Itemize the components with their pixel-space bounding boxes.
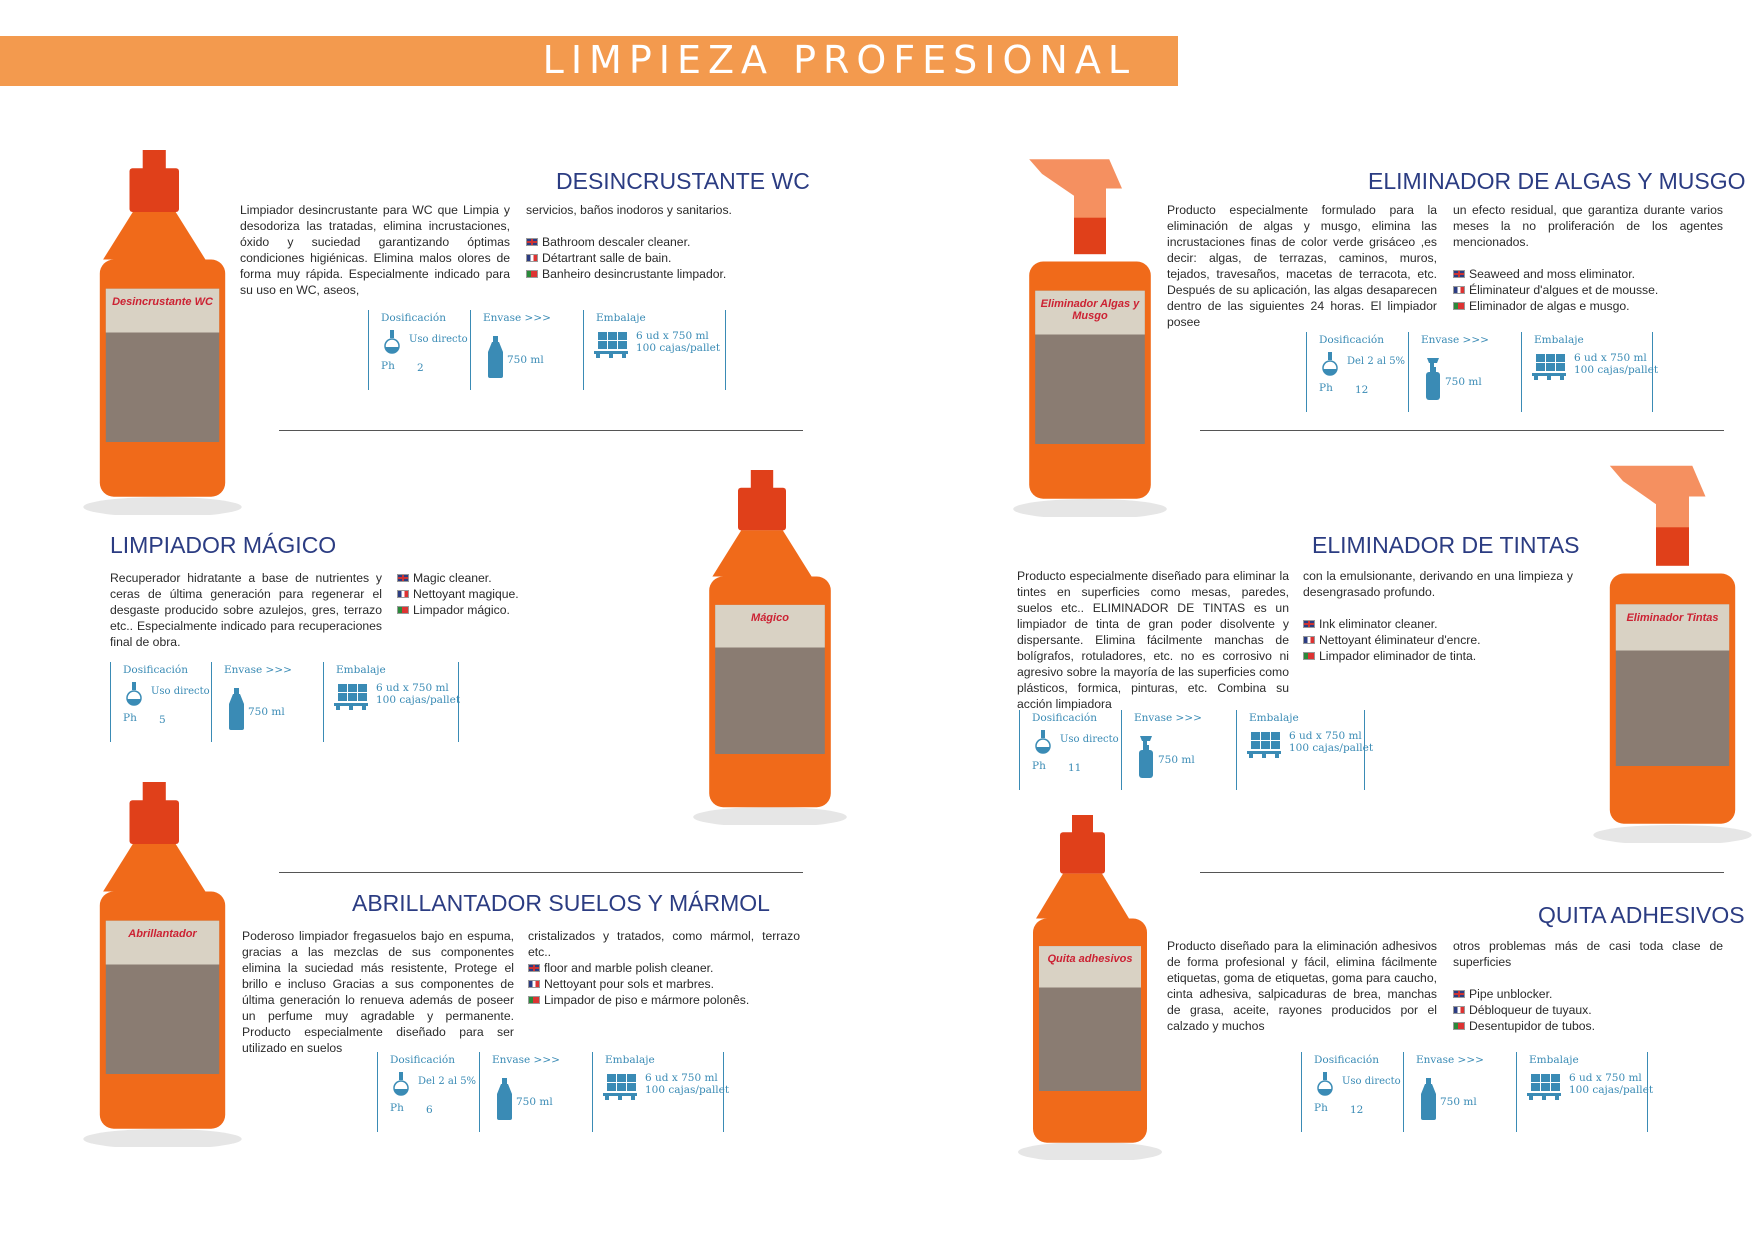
translation-text: Nettoyant éliminateur d'encre. <box>1319 633 1481 647</box>
translation-fr <box>526 250 726 266</box>
translation-text: Bathroom descaler cleaner. <box>542 235 691 249</box>
bottle-icon <box>226 686 248 730</box>
flag-fr-icon <box>1303 636 1315 644</box>
spec-envase <box>479 1052 593 1132</box>
flag-fr-icon <box>397 590 409 598</box>
spec-envase <box>1403 1052 1517 1132</box>
bottle-label-text: Eliminador Algas y Musgo <box>1040 298 1140 322</box>
pack-pallet: 100 cajas/pallet <box>645 1084 730 1096</box>
product-title: ABRILLANTADOR SUELOS Y MÁRMOL <box>352 890 770 916</box>
section-divider <box>279 872 803 873</box>
bottle-icon <box>485 334 507 378</box>
pack-units: 6 ud x 750 ml <box>1289 730 1362 742</box>
translation-text: Desentupidor de tubos. <box>1469 1019 1596 1033</box>
spec-header: Dosificación <box>390 1054 455 1066</box>
flag-fr-icon <box>526 254 538 262</box>
spec-header: Envase >>> <box>483 312 551 324</box>
translation-pt <box>526 266 726 282</box>
flag-uk-icon <box>1453 990 1465 998</box>
dose-value: Uso directo <box>1060 734 1119 745</box>
translation-fr <box>1303 632 1481 648</box>
spec-envase <box>470 310 584 390</box>
bottle-label-text: Mágico <box>751 612 789 624</box>
spec-header: Dosificación <box>381 312 446 324</box>
pack-value <box>1569 1072 1653 1096</box>
translation-pt <box>1453 1018 1595 1034</box>
product-description: Producto especialmente formulado para la eliminación de algas y musgo, elimina las incrustaciones finas de color verde grisáceo ,es decir: algas, de terrazas, caminos, muros, tejados, travesaños, macetas de terracota, etc. Después de su aplicación, las algas desaparecen dentro de las siguientes 24 horas. El limpiador posee <box>1167 203 1437 329</box>
translation-en <box>528 960 749 976</box>
spec-header: Embalaje <box>1529 1054 1579 1066</box>
pack-value <box>636 330 720 354</box>
translation-text: Nettoyant magique. <box>413 587 519 601</box>
ph-value: 6 <box>426 1104 433 1116</box>
translation-text: Détartrant salle de bain. <box>542 251 672 265</box>
ph-value: 12 <box>1355 384 1369 396</box>
volume-value: 750 ml <box>1158 754 1195 766</box>
translations <box>397 570 519 618</box>
spec-dosificacion <box>1301 1052 1404 1132</box>
product-title: ELIMINADOR DE ALGAS Y MUSGO <box>1368 168 1746 194</box>
flag-pt-icon <box>1303 652 1315 660</box>
pack-units: 6 ud x 750 ml <box>376 682 449 694</box>
flag-uk-icon <box>1303 620 1315 628</box>
translations <box>526 234 726 282</box>
pack-pallet: 100 cajas/pallet <box>1574 364 1659 376</box>
product-bottle-image <box>1015 815 1165 1165</box>
pack-pallet: 100 cajas/pallet <box>376 694 461 706</box>
dose-flask-icon <box>1316 1072 1334 1098</box>
spec-header: Dosificación <box>1032 712 1097 724</box>
spec-embalaje <box>592 1052 730 1132</box>
translation-text: Ink eliminator cleaner. <box>1319 617 1438 631</box>
product-bottle-image <box>1590 458 1754 848</box>
bottle-label-text: Desincrustante WC <box>112 296 213 308</box>
spec-header: Envase >>> <box>492 1054 560 1066</box>
dose-value: Uso directo <box>151 686 210 697</box>
translation-en <box>1453 986 1595 1002</box>
pack-value <box>376 682 460 706</box>
translation-text: Eliminador de algas e musgo. <box>1469 299 1630 313</box>
volume-value: 750 ml <box>1445 376 1482 388</box>
translation-text: Débloqueur de tuyaux. <box>1469 1003 1592 1017</box>
pallet-boxes-icon <box>594 330 630 358</box>
spec-header: Envase >>> <box>224 664 292 676</box>
dose-flask-icon <box>392 1072 410 1098</box>
spec-header: Dosificación <box>1319 334 1384 346</box>
product-description: Limpiador desincrustante para WC que Limpia y desodoriza las tratadas, elimina incrustaciones, óxido y suciedad garantizando óptimas condiciones higiénicas. Elimina malos olores de forma muy rápida. Especialmente indicado para su uso en WC, aseos, <box>240 203 510 297</box>
flag-pt-icon <box>526 270 538 278</box>
pallet-boxes-icon <box>1532 352 1568 380</box>
spec-envase <box>211 662 324 742</box>
translation-fr <box>1453 1002 1595 1018</box>
ph-label: Ph <box>1032 760 1046 772</box>
spec-header: Envase >>> <box>1416 1054 1484 1066</box>
pallet-boxes-icon <box>1527 1072 1563 1100</box>
ph-label: Ph <box>123 712 137 724</box>
translations <box>528 960 749 1008</box>
flag-uk-icon <box>1453 270 1465 278</box>
header-banner <box>0 36 1178 86</box>
translation-text: Limpador eliminador de tinta. <box>1319 649 1477 663</box>
spec-dosificacion <box>110 662 212 742</box>
translation-en <box>397 570 519 586</box>
translation-en <box>526 234 726 250</box>
product-title: QUITA ADHESIVOS <box>1538 902 1745 928</box>
bottle-icon <box>494 1076 516 1120</box>
translations <box>1453 986 1595 1034</box>
spec-embalaje <box>323 662 459 742</box>
product-description: Poderoso limpiador fregasuelos bajo en espuma, gracias a las mezclas de sus componentes elimina la suciedad más resistente, Protege el brillo e incluso Gracias a sus componentes de última generación lo renueva además de poseer un perfume muy agradable y permanente. Producto especialmente diseñado para ser utilizado en suelos <box>242 929 514 1055</box>
translation-pt <box>397 602 519 618</box>
flag-uk-icon <box>528 964 540 972</box>
spec-header: Dosificación <box>123 664 188 676</box>
spec-header: Embalaje <box>1534 334 1584 346</box>
bottle-label-text: Eliminador Tintas <box>1626 612 1719 624</box>
dose-value: Del 2 al 5% <box>1347 356 1406 367</box>
product-description-cont: un efecto residual, que garantiza durante varios meses la no proliferación de los agentes mencionados. <box>1453 203 1723 249</box>
bottle-icon <box>1418 1076 1440 1120</box>
volume-value: 750 ml <box>1440 1096 1477 1108</box>
bottle-label-text: Abrillantador <box>128 928 197 940</box>
translation-en <box>1453 266 1658 282</box>
volume-value: 750 ml <box>516 1096 553 1108</box>
spec-header: Embalaje <box>336 664 386 676</box>
ph-label: Ph <box>1314 1102 1328 1114</box>
translation-text: Magic cleaner. <box>413 571 492 585</box>
ph-value: 12 <box>1350 1104 1364 1116</box>
spec-dosificacion <box>1019 710 1122 790</box>
flag-pt-icon <box>1453 302 1465 310</box>
translation-pt <box>528 992 749 1008</box>
spec-dosificacion <box>377 1052 480 1132</box>
translation-pt <box>1453 298 1658 314</box>
product-description-cont: otros problemas más de casi toda clase de superficies <box>1453 939 1723 969</box>
spec-header: Envase >>> <box>1421 334 1489 346</box>
translation-en <box>1303 616 1481 632</box>
product-title: ELIMINADOR DE TINTAS <box>1312 532 1580 558</box>
translation-text: Éliminateur d'algues et de mousse. <box>1469 283 1659 297</box>
section-divider <box>1200 430 1724 431</box>
product-description: Producto especialmente diseñado para eliminar la tintes en superficies como mesas, paredes, suelos etc.. ELIMINADOR DE TINTAS es un limpiador de tinta de gran poder disolvente y dispersante. Elimina fácilmente manchas de bolígrafos, rotuladores, etc. no es corrosivo ni agresivo sobre la mayoría de las superficies como plásticos, formica, pinturas, etc. Combina su acción limpiadora <box>1017 569 1289 711</box>
section-divider <box>1200 872 1724 873</box>
dose-value: Del 2 al 5% <box>418 1076 477 1087</box>
product-bottle-image <box>1010 152 1170 522</box>
dose-flask-icon <box>383 330 401 356</box>
pack-units: 6 ud x 750 ml <box>1569 1072 1642 1084</box>
page-title: LIMPIEZA PROFESIONAL <box>542 38 1136 82</box>
translations <box>1303 616 1481 664</box>
translation-text: Nettoyant pour sols et marbres. <box>544 977 715 991</box>
flag-fr-icon <box>1453 286 1465 294</box>
ph-value: 2 <box>417 362 424 374</box>
pack-units: 6 ud x 750 ml <box>1574 352 1647 364</box>
ph-label: Ph <box>390 1102 404 1114</box>
translation-text: Limpador mágico. <box>413 603 510 617</box>
pack-pallet: 100 cajas/pallet <box>1569 1084 1654 1096</box>
product-description: Recuperador hidratante a base de nutrientes y ceras de última generación para regenerar el desgaste producido sobre azulejos, gres, terrazo etc.. Especialmente indicado para recuperaciones final de obra. <box>110 571 382 649</box>
translation-text: Seaweed and moss eliminator. <box>1469 267 1635 281</box>
product-description-cont: con la emulsionante, derivando en una limpieza y desengrasado profundo. <box>1303 569 1573 599</box>
ph-value: 11 <box>1068 762 1082 774</box>
pack-pallet: 100 cajas/pallet <box>1289 742 1374 754</box>
pack-value <box>1289 730 1373 754</box>
pack-value <box>1574 352 1658 376</box>
flag-pt-icon <box>528 996 540 1004</box>
spec-header: Dosificación <box>1314 1054 1379 1066</box>
translation-text: Banheiro desincrustante limpador. <box>542 267 727 281</box>
section-divider <box>279 430 803 431</box>
spec-header: Embalaje <box>1249 712 1299 724</box>
product-bottle-image <box>690 470 850 830</box>
translation-pt <box>1303 648 1481 664</box>
bottle-label-text: Quita adhesivos <box>1047 953 1133 965</box>
spec-envase <box>1408 332 1522 412</box>
spray-bottle-icon <box>1423 356 1445 400</box>
product-description: Producto diseñado para la eliminación adhesivos de forma profesional y fácil, elimina fácilmente etiquetas, goma de etiquetas, goma para caucho, cinta adhesiva, salpicaduras de brea, manchas de grasa, aceite, rayones producidos por el calzado y muchos <box>1167 939 1437 1033</box>
translation-text: Pipe unblocker. <box>1469 987 1553 1001</box>
dose-flask-icon <box>1034 730 1052 756</box>
spec-header: Embalaje <box>596 312 646 324</box>
ph-value: 5 <box>159 714 166 726</box>
dose-flask-icon <box>125 682 143 708</box>
pallet-boxes-icon <box>1247 730 1283 758</box>
spec-embalaje <box>583 310 726 390</box>
spec-embalaje <box>1516 1052 1654 1132</box>
pallet-boxes-icon <box>334 682 370 710</box>
flag-fr-icon <box>1453 1006 1465 1014</box>
dose-value: Uso directo <box>1342 1076 1401 1087</box>
dose-flask-icon <box>1321 352 1339 378</box>
spec-envase <box>1121 710 1237 790</box>
dose-value: Uso directo <box>409 334 468 345</box>
translation-fr <box>397 586 519 602</box>
pack-value <box>645 1072 729 1096</box>
translation-text: floor and marble polish cleaner. <box>544 961 714 975</box>
spec-header: Envase >>> <box>1134 712 1202 724</box>
flag-uk-icon <box>397 574 409 582</box>
translation-fr <box>528 976 749 992</box>
spec-dosificacion <box>1306 332 1409 412</box>
product-bottle-image <box>80 782 245 1152</box>
pack-units: 6 ud x 750 ml <box>645 1072 718 1084</box>
volume-value: 750 ml <box>507 354 544 366</box>
pallet-boxes-icon <box>603 1072 639 1100</box>
ph-label: Ph <box>381 360 395 372</box>
flag-pt-icon <box>397 606 409 614</box>
volume-value: 750 ml <box>248 706 285 718</box>
product-description-cont: servicios, baños inodoros y sanitarios. <box>526 203 732 217</box>
spec-header: Embalaje <box>605 1054 655 1066</box>
flag-pt-icon <box>1453 1022 1465 1030</box>
product-bottle-image <box>80 150 245 520</box>
spray-bottle-icon <box>1136 734 1158 778</box>
product-description-cont: cristalizados y tratados, como mármol, terrazo etc.. <box>528 929 800 959</box>
translation-fr <box>1453 282 1658 298</box>
spec-dosificacion <box>368 310 471 390</box>
spec-embalaje <box>1236 710 1374 790</box>
ph-label: Ph <box>1319 382 1333 394</box>
product-title: LIMPIADOR MÁGICO <box>110 532 337 558</box>
pack-pallet: 100 cajas/pallet <box>636 342 721 354</box>
translation-text: Limpador de piso e mármore polonês. <box>544 993 750 1007</box>
product-title: DESINCRUSTANTE WC <box>556 168 810 194</box>
flag-uk-icon <box>526 238 538 246</box>
spec-embalaje <box>1521 332 1659 412</box>
translations <box>1453 266 1658 314</box>
flag-fr-icon <box>528 980 540 988</box>
pack-units: 6 ud x 750 ml <box>636 330 709 342</box>
